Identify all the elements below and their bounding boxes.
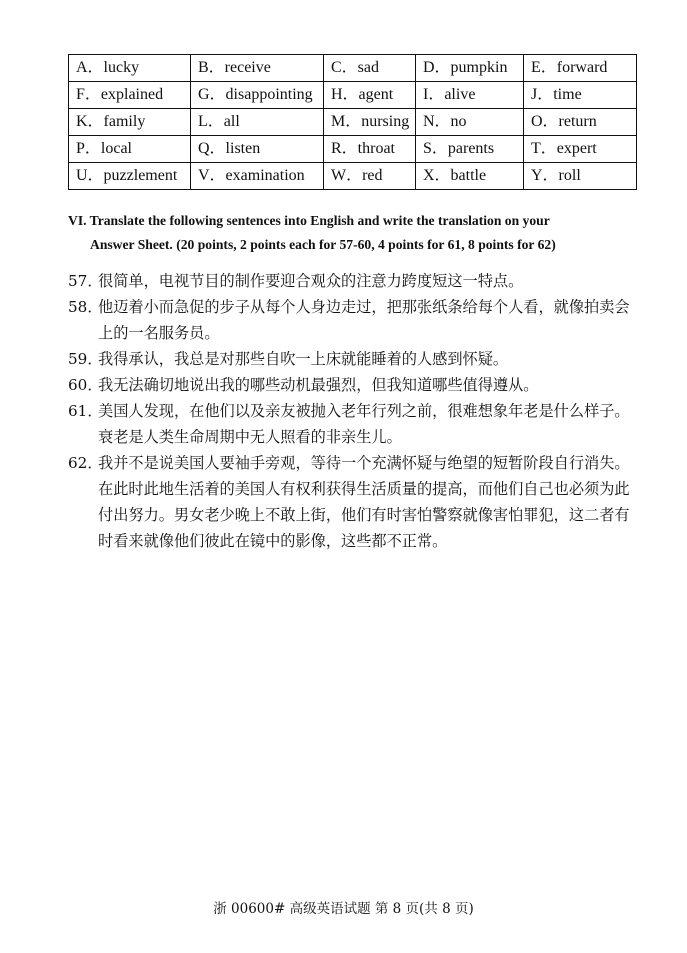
page-footer: 浙 00600# 高级英语试题 第 8 页(共 8 页) xyxy=(213,901,474,917)
question-item xyxy=(68,372,630,398)
question-number: 59． xyxy=(68,350,103,368)
table-cell: D．pumpkin xyxy=(416,55,524,82)
question-item xyxy=(68,346,630,372)
word-bank-table xyxy=(68,54,637,190)
table-cell: V．examination xyxy=(191,163,324,190)
table-cell: K．family xyxy=(69,109,191,136)
table-cell: Q．listen xyxy=(191,136,324,163)
table-cell: I．alive xyxy=(416,82,524,109)
table-cell: O．return xyxy=(524,109,637,136)
table-cell: G．disappointing xyxy=(191,82,324,109)
question-text: 我得承认，我总是对那些自吹一上床就能睡着的人感到怀疑。 xyxy=(98,350,509,368)
question-text: 美国人发现，在他们以及亲友被抛入老年行列之前，很难想象年老是什么样子。衰老是人类生命周期中无人照看的非亲生儿。 xyxy=(98,402,630,446)
table-row xyxy=(69,109,637,136)
question-number: 61． xyxy=(68,402,103,420)
question-text: 很简单，电视节目的制作要迎合观众的注意力跨度短这一特点。 xyxy=(98,272,524,290)
section-heading-line1: VI. Translate the following sentences into English and write the translation on your xyxy=(68,213,550,228)
question-item xyxy=(68,450,630,554)
table-cell: Y．roll xyxy=(524,163,637,190)
question-number: 57． xyxy=(68,272,103,290)
table-cell: H．agent xyxy=(324,82,416,109)
table-row xyxy=(69,163,637,190)
question-item xyxy=(68,398,630,450)
table-cell: T．expert xyxy=(524,136,637,163)
table-cell: E．forward xyxy=(524,55,637,82)
table-cell: X．battle xyxy=(416,163,524,190)
question-text: 我并不是说美国人要袖手旁观，等待一个充满怀疑与绝望的短暂阶段自行消失。在此时此地生活着的美国人有权利获得生活质量的提高，而他们自己也必须为此付出努力。男女老少晚上不敢上街，他们有时害怕警察就像害怕罪犯，这二者有时看来就像他们彼此在镜中的影像，这些都不正常。 xyxy=(98,454,630,550)
table-cell: R．throat xyxy=(324,136,416,163)
table-cell: A．lucky xyxy=(69,55,191,82)
question-item xyxy=(68,294,630,346)
question-item xyxy=(68,268,630,294)
table-cell: J．time xyxy=(524,82,637,109)
section-heading xyxy=(68,209,628,257)
table-cell: L．all xyxy=(191,109,324,136)
question-number: 60． xyxy=(68,376,103,394)
table-row xyxy=(69,136,637,163)
table-row xyxy=(69,55,637,82)
table-cell: M．nursing xyxy=(324,109,416,136)
table-cell: B．receive xyxy=(191,55,324,82)
question-list xyxy=(68,268,630,554)
question-text: 我无法确切地说出我的哪些动机最强烈，但我知道哪些值得遵从。 xyxy=(98,376,539,394)
table-cell: W．red xyxy=(324,163,416,190)
question-text: 他迈着小而急促的步子从每个人身边走过，把那张纸条给每个人看，就像拍卖会上的一名服务员。 xyxy=(98,298,630,342)
table-cell: P．local xyxy=(69,136,191,163)
table-cell: S．parents xyxy=(416,136,524,163)
section-heading-line2: Answer Sheet. (20 points, 2 points each for 57-60, 4 points for 61, 8 points for 62) xyxy=(90,237,556,252)
table-cell: F．explained xyxy=(69,82,191,109)
table-cell: N．no xyxy=(416,109,524,136)
table-cell: U．puzzlement xyxy=(69,163,191,190)
table-cell: C．sad xyxy=(324,55,416,82)
table-row xyxy=(69,82,637,109)
question-number: 58． xyxy=(68,298,103,316)
question-number: 62． xyxy=(68,454,103,472)
